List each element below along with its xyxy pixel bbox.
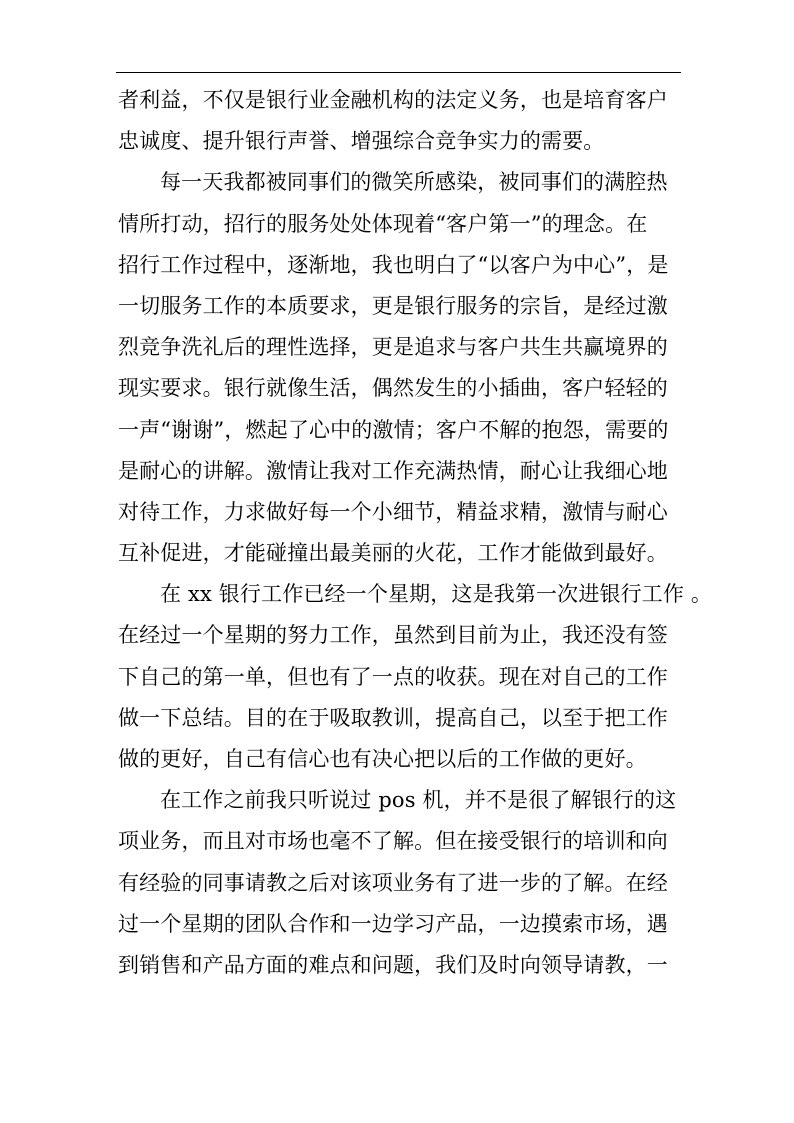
text-line: 一声“谢谢”，燃起了心中的激情；客户不解的抱怨，需要的 xyxy=(118,417,669,442)
text-line: 有经验的同事请教之后对该项业务有了进一步的了解。在经 xyxy=(118,870,668,895)
text-line: 者利益，不仅是银行业金融机构的法定义务，也是培育客户 xyxy=(118,88,668,112)
paragraph xyxy=(118,162,688,574)
text-line: 项业务，而且对市场也毫不了解。但在接受银行的培训和向 xyxy=(118,829,668,854)
text-line: 下自己的第一单，但也有了一点的收获。现在对自己的工作 xyxy=(118,664,668,689)
text-line: 烈竞争洗礼后的理性选择，更是追求与客户共生共赢境界的 xyxy=(118,335,668,360)
text-line: 是耐心的讲解。激情让我对工作充满热情，耐心让我细心地 xyxy=(118,458,668,483)
text-line: 在工作之前我只听说过 pos 机，并不是很了解银行的这 xyxy=(160,788,677,813)
text-line: 做的更好，自己有信心也有决心把以后的工作做的更好。 xyxy=(118,747,647,771)
header-rule xyxy=(116,72,681,73)
paragraph xyxy=(118,574,713,780)
text-line: 对待工作，力求做好每一个小细节，精益求精，激情与耐心 xyxy=(118,499,668,524)
text-line: 一切服务工作的本质要求，更是银行服务的宗旨，是经过激 xyxy=(118,293,668,318)
text-line: 忠诚度、提升银行声誉、增强综合竞争实力的需要。 xyxy=(118,129,605,154)
text-line: 到销售和产品方面的难点和问题，我们及时向领导请教，一 xyxy=(118,952,668,977)
document-body xyxy=(118,80,713,986)
text-line: 在 xx 银行工作已经一个星期，这是我第一次进银行工作 。 xyxy=(160,582,713,607)
paragraph xyxy=(118,80,688,162)
text-line: 情所打动，招行的服务处处体现着“客户第一”的理念。在 xyxy=(118,211,648,236)
paragraph xyxy=(118,780,688,986)
text-line: 招行工作过程中，逐渐地，我也明白了“以客户为中心”，是 xyxy=(118,252,669,277)
text-line: 互补促进，才能碰撞出最美丽的火花，工作才能做到最好。 xyxy=(118,541,668,566)
text-line: 在经过一个星期的努力工作，虽然到目前为止，我还没有签 xyxy=(118,623,668,648)
text-line: 每一天我都被同事们的微笑所感染，被同事们的满腔热 xyxy=(160,170,668,195)
text-line: 现实要求。银行就像生活，偶然发生的小插曲，客户轻轻的 xyxy=(118,376,668,401)
text-line: 做一下总结。目的在于吸取教训，提高自己，以至于把工作 xyxy=(118,705,668,730)
text-line: 过一个星期的团队合作和一边学习产品，一边摸索市场，遇 xyxy=(118,911,668,936)
